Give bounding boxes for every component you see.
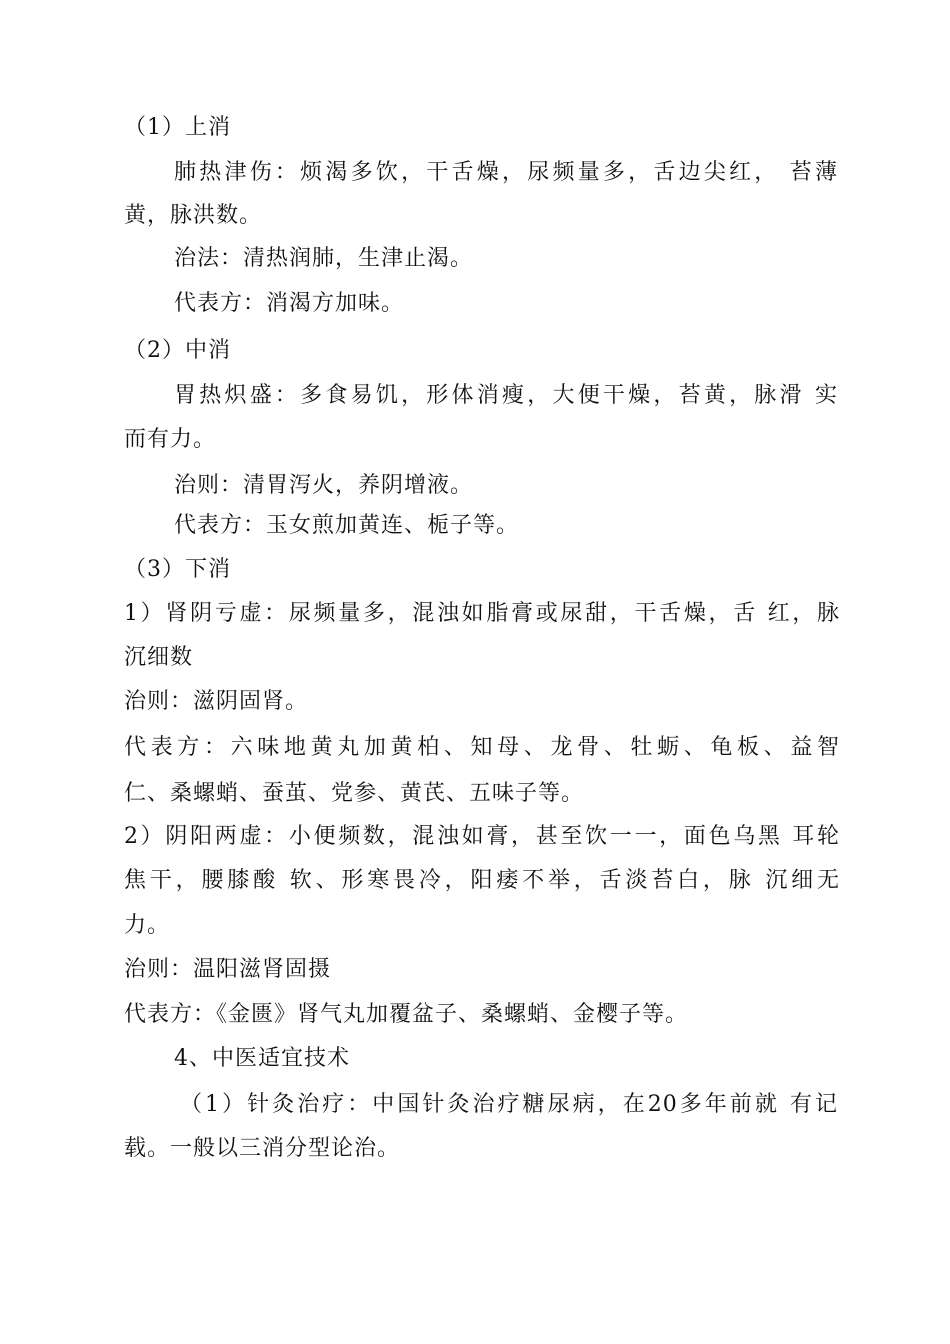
heading-middle-xiao: （2）中消 (124, 338, 231, 363)
paragraph-line: 而有力。 (124, 427, 217, 452)
paragraph-line: 代表方：《金匮》肾气丸加覆盆子、桑螺蛸、金樱子等。 (124, 1002, 689, 1027)
section-heading: 4、中医适宜技术 (174, 1046, 350, 1071)
paragraph-line: 载。一般以三消分型论治。 (124, 1136, 401, 1161)
paragraph-line: （1）针灸治疗：中国针灸治疗糖尿病，在20多年前就 有记 (180, 1092, 838, 1117)
paragraph-line: 胃热炽盛：多食易饥，形体消瘦，大便干燥，苔黄，脉滑 实 (174, 383, 838, 408)
heading-lower-xiao: （3）下消 (124, 557, 231, 582)
paragraph-line: 治法：清热润肺，生津止渴。 (174, 246, 474, 271)
paragraph-line: 治则：滋阴固肾。 (124, 689, 309, 714)
heading-upper-xiao: （1）上消 (124, 115, 231, 140)
paragraph-line: 焦干，腰膝酸 软、形寒畏冷，阳痿不举，舌淡苔白，脉 沉细无 (124, 868, 840, 893)
paragraph-line: 治则：温阳滋肾固摄 (124, 957, 332, 982)
paragraph-line: 力。 (124, 913, 171, 938)
paragraph-line: 仁、桑螺蛸、蚕茧、党参、黄芪、五味子等。 (124, 781, 585, 806)
paragraph-line: 代表方：六味地黄丸加黄柏、知母、龙骨、牡蛎、龟板、益智 (124, 735, 840, 760)
paragraph-line: 1）肾阴亏虚：尿频量多，混浊如脂膏或尿甜，干舌燥，舌 红，脉 (124, 601, 840, 626)
paragraph-line: 治则：清胃泻火，养阴增液。 (174, 473, 474, 498)
paragraph-line: 黄，脉洪数。 (124, 203, 263, 228)
paragraph-line: 2）阴阳两虚：小便频数，混浊如膏，甚至饮一一，面色乌黑 耳轮 (124, 824, 840, 849)
paragraph-line: 沉细数 (124, 645, 194, 670)
paragraph-line: 代表方：玉女煎加黄连、栀子等。 (174, 513, 520, 538)
paragraph-line: 代表方：消渴方加味。 (174, 291, 405, 316)
paragraph-line: 肺热津伤：烦渴多饮，干舌燥，尿频量多，舌边尖红， 苔薄 (174, 160, 838, 185)
